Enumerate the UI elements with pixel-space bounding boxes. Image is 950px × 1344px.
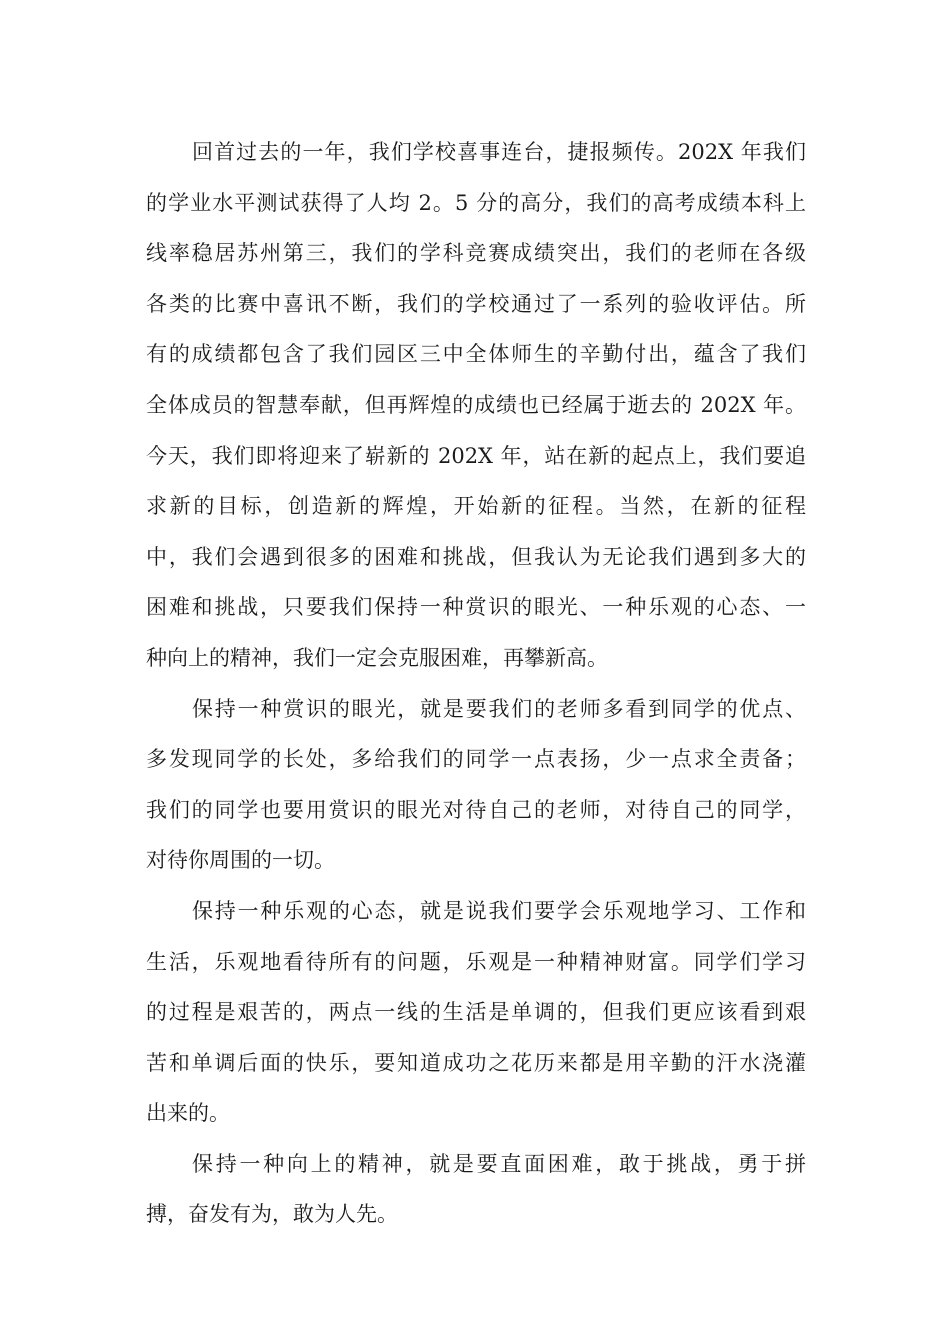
paragraph-3 [146, 886, 806, 1139]
text-line: 有的成绩都包含了我们园区三中全体师生的辛勤付出，蕴含了我们 [146, 342, 806, 367]
text-line: 出来的。 [146, 1101, 230, 1126]
text-line: 中，我们会遇到很多的困难和挑战，但我认为无论我们遇到多大的 [146, 544, 806, 569]
text-line: 全体成员的智慧奉献，但再辉煌的成绩也已经属于逝去的 202X 年。 [146, 392, 806, 417]
paragraph-2 [146, 684, 806, 886]
text-line: 各类的比赛中喜讯不断，我们的学校通过了一系列的验收评估。所 [146, 291, 806, 316]
text-line: 苦和单调后面的快乐，要知道成功之花历来都是用辛勤的汗水浇灌 [146, 1050, 806, 1075]
text-line: 生活，乐观地看待所有的问题，乐观是一种精神财富。同学们学习 [146, 949, 806, 974]
text-line: 保持一种赏识的眼光，就是要我们的老师多看到同学的优点、 [192, 696, 806, 721]
text-line: 对待你周围的一切。 [146, 848, 335, 873]
paragraph-4 [146, 1139, 806, 1240]
text-line: 种向上的精神，我们一定会克服困难，再攀新高。 [146, 645, 608, 670]
text-line: 我们的同学也要用赏识的眼光对待自己的老师，对待自己的同学， [146, 797, 806, 822]
text-line: 求新的目标，创造新的辉煌，开始新的征程。当然，在新的征程 [146, 494, 806, 519]
document-body [146, 127, 806, 1240]
paragraph-1 [146, 127, 806, 684]
text-line: 多发现同学的长处，多给我们的同学一点表扬，少一点求全责备； [146, 747, 806, 772]
text-line: 的学业水平测试获得了人均 2。5 分的高分，我们的高考成绩本科上 [146, 190, 806, 215]
text-line: 搏，奋发有为，敢为人先。 [146, 1202, 398, 1227]
text-line: 困难和挑战，只要我们保持一种赏识的眼光、一种乐观的心态、一 [146, 595, 806, 620]
text-line: 今天，我们即将迎来了崭新的 202X 年，站在新的起点上，我们要追 [146, 443, 806, 468]
text-line: 保持一种向上的精神，就是要直面困难，敢于挑战，勇于拼 [192, 1151, 806, 1176]
text-line: 回首过去的一年，我们学校喜事连台，捷报频传。202X 年我们 [192, 140, 806, 164]
text-line: 线率稳居苏州第三，我们的学科竞赛成绩突出，我们的老师在各级 [146, 241, 806, 266]
text-line: 的过程是艰苦的，两点一线的生活是单调的，但我们更应该看到艰 [146, 1000, 806, 1025]
text-line: 保持一种乐观的心态，就是说我们要学会乐观地学习、工作和 [192, 898, 806, 923]
